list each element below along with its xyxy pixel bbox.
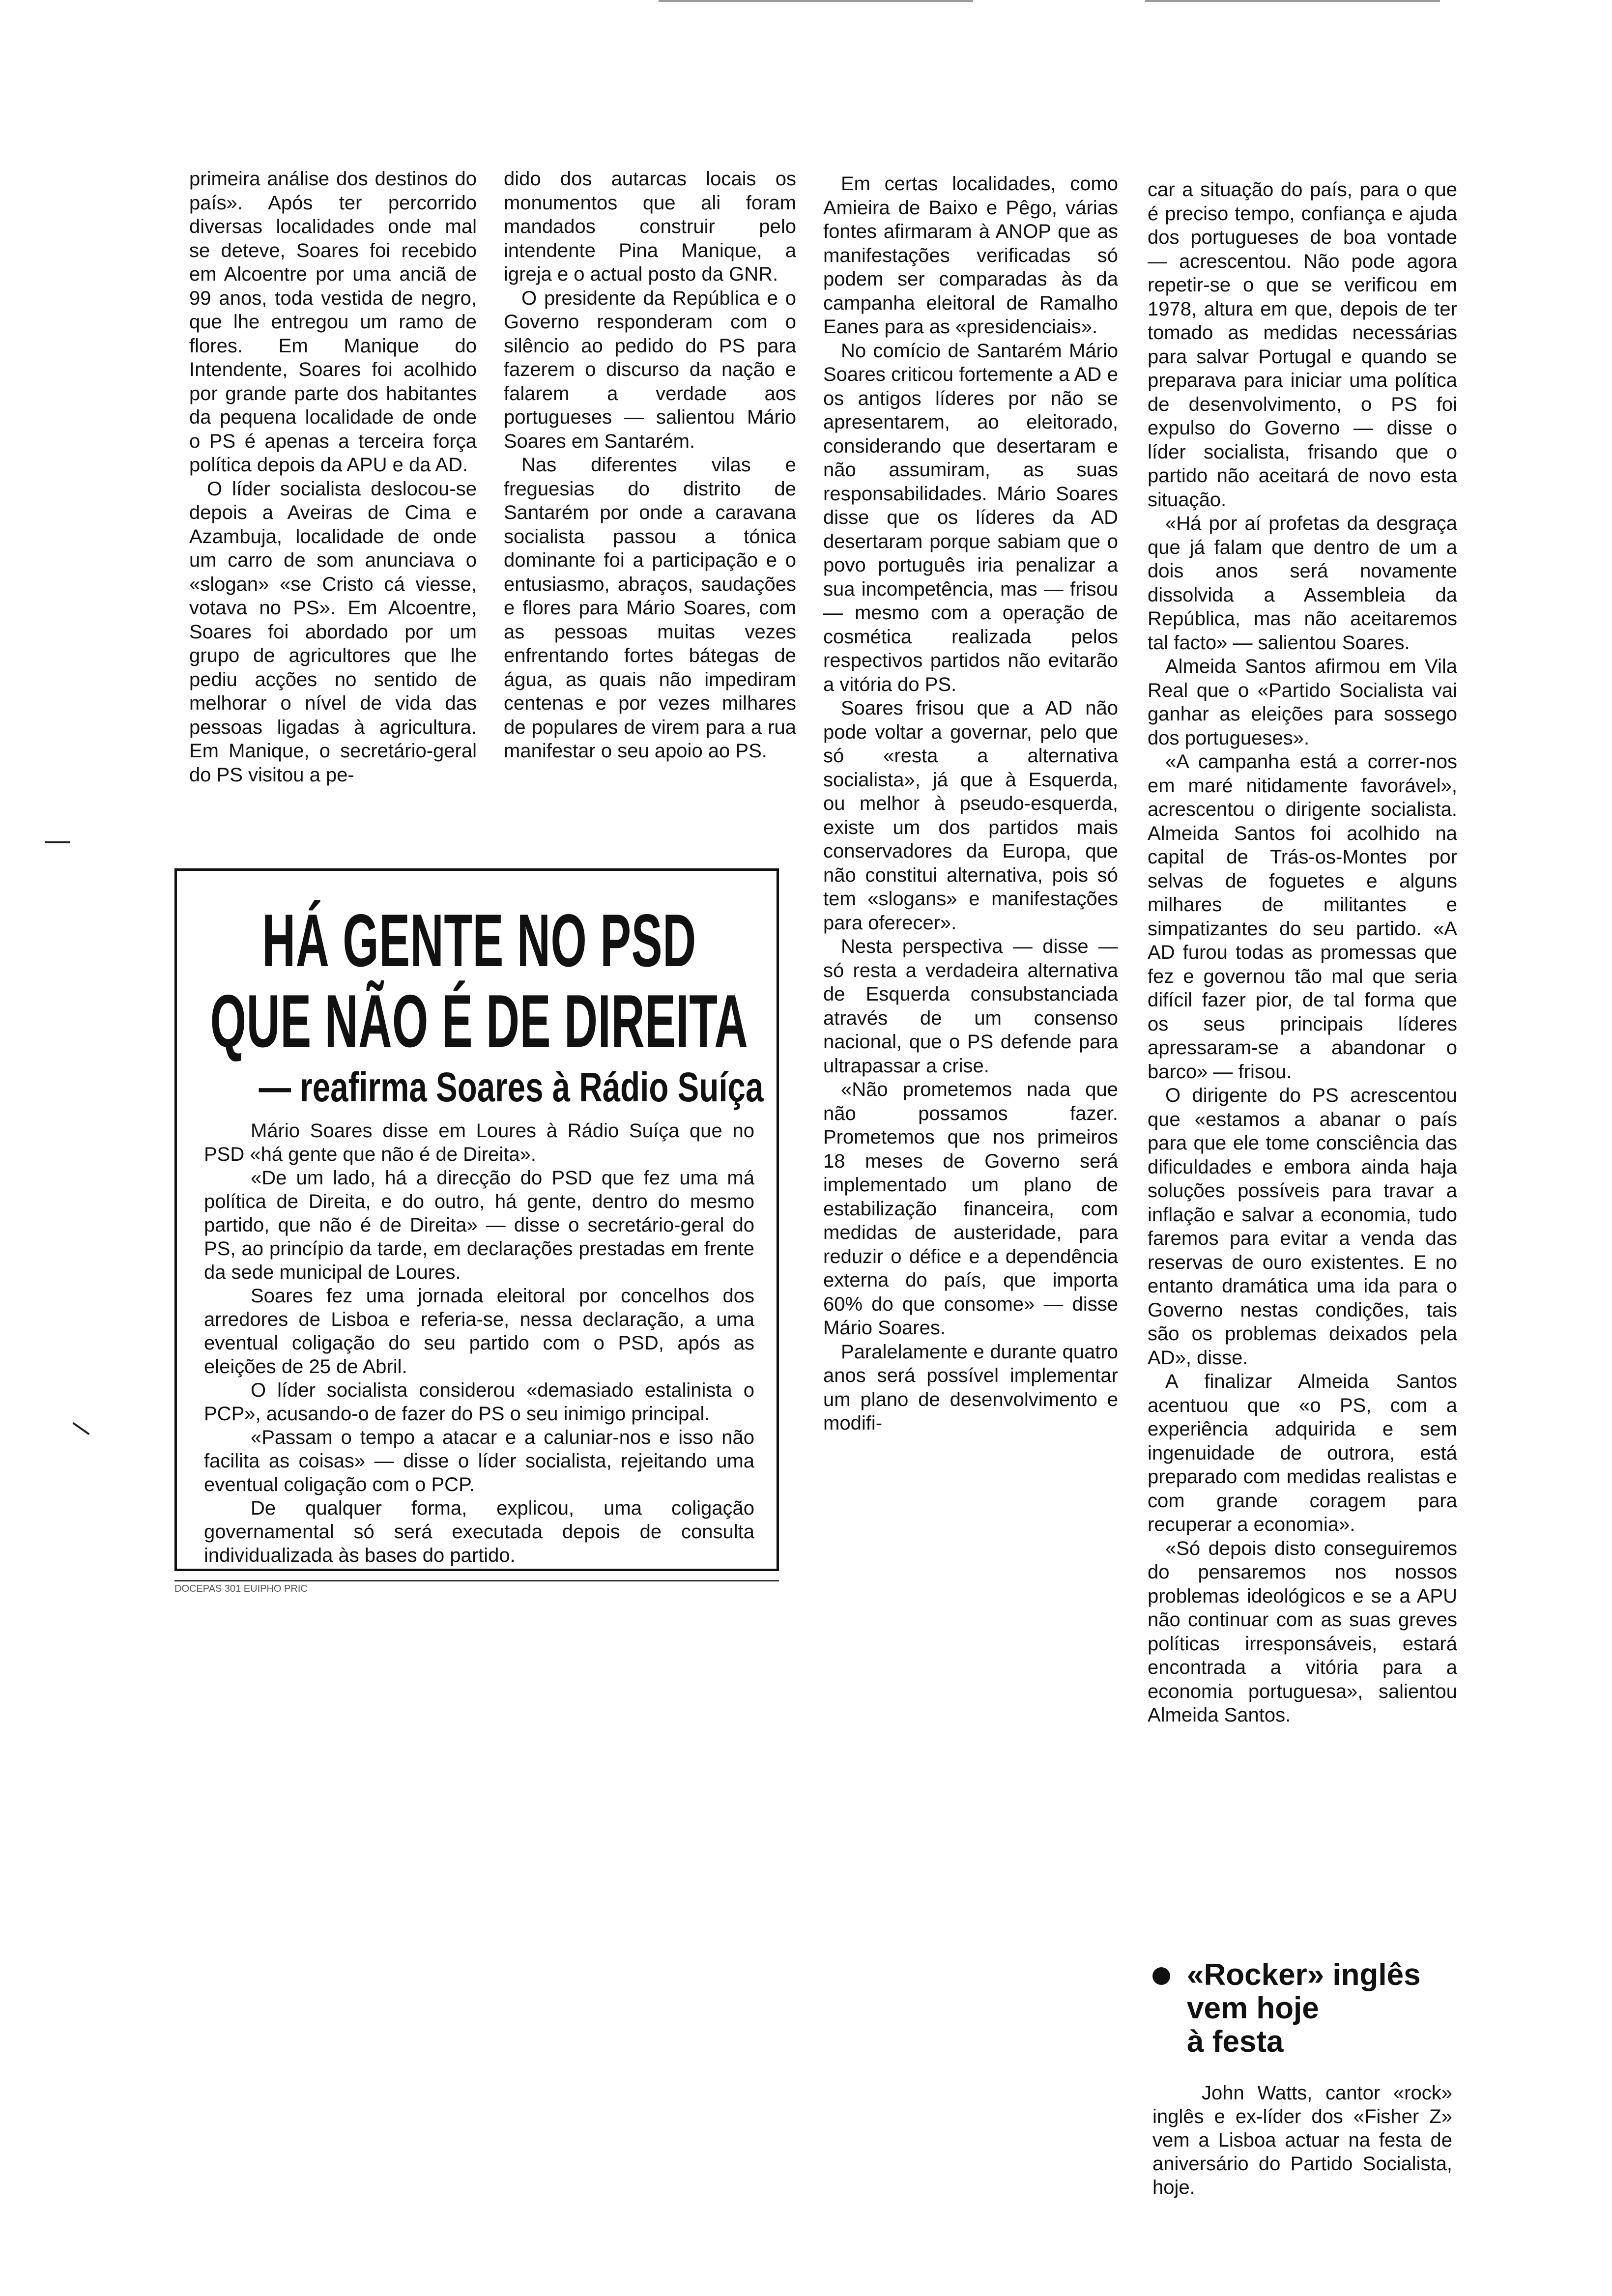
boxed-subheadline: — reafirma Soares à Rádio Suíça <box>259 1064 764 1110</box>
scan-mark <box>45 841 70 843</box>
paragraph: Soares frisou que a AD não pode voltar a governar, pelo que só «resta a alternativa socialista», já que à Esquerda, ou melhor à pseudo-esquerda, existe um dos partidos mais conservadores da Europa, que não constitui alternativa, pois só tem «slogans» e manifestações para oferecer». <box>823 697 1118 934</box>
paragraph: O dirigente do PS acrescentou que «estamos a abanar o país para que ele tome consciência das dificuldades e embora ainda haja soluções possíveis para travar a inflação e salvar a economia, tudo faremos para evitar a venda das reservas de ouro existentes. E no entanto dramática uma ida para o Governo nestas condições, tais são os problemas deixados pela AD», disse. <box>1148 1085 1457 1369</box>
paragraph: De qualquer forma, explicou, uma coligação governamental só será executada depois de consulta individualizada às bases do partido. <box>204 1497 754 1566</box>
boxed-body <box>204 1119 754 1567</box>
article-column-1 <box>189 167 477 787</box>
paragraph: Em certas localidades, como Amieira de Baixo e Pêgo, várias fontes afirmaram à ANOP que as manifestações verificadas só podem ser comparadas às da campanha eleitoral de Ramalho Eanes para as «presidenciais». <box>823 173 1118 338</box>
article-column-4 <box>1148 178 1457 1727</box>
headline-line: HÁ GENTE NO PSD <box>262 899 696 982</box>
paragraph: car a situação do país, para o que é preciso tempo, confiança e ajuda dos portugueses de boa vontade — acrescentou. Não pode agora repetir-se o que se verificou em 1978, altura em que, depois de ter tomado as medidas necessárias para salvar Portugal e quando se preparava para iniciar uma política de desenvolvimento, o PS foi expulso do Governo — disse o líder socialista, frisando que o partido não aceitará de novo esta situação. <box>1148 179 1457 511</box>
paragraph: O presidente da República e o Governo responderam com o silêncio ao pedido do PS para fazerem o discurso da nação e falarem a verdade aos portugueses — salientou Mário Soares em Santarém. <box>504 287 796 452</box>
scan-edge-line <box>659 0 973 2</box>
scan-edge-line <box>1145 0 1440 2</box>
headline-line: «Rocker» inglês <box>1187 1958 1421 1992</box>
paragraph: No comício de Santarém Mário Soares criticou fortemente a AD e os antigos líderes por não se apresentarem, ao eleitorado, considerando que desertaram e não assumiram, as suas responsabilidades. Mário Soares disse que os líderes da AD desertaram porque sabiam que o povo português iria penalizar a sua incompetência, mas — frisou — mesmo com a operação de cosmética realizada pelos respectivos partidos não evitarão a vitória do PS. <box>823 340 1118 695</box>
paragraph: A finalizar Almeida Santos acentuou que «o PS, com a experiência adquirida e sem ingenuidade de outrora, está preparado com medidas realistas e com grande coragem para recuperar a economia». <box>1148 1371 1457 1535</box>
paragraph: «Não prometemos nada que não possamos fazer. Prometemos que nos primeiros 18 meses de Governo será implementado um plano de estabilização financeira, com medidas de austeridade, para reduzir o défice e a dependência externa do país, que importa 60% do que consome» — disse Mário Soares. <box>823 1079 1118 1339</box>
paragraph: «Só depois disto conseguiremos do pensaremos nos nossos problemas ideológicos e se a APU não continuar com as suas greves políticas irresponsáveis, estará encontrada a vitória para a economia portuguesa», salientou Almeida Santos. <box>1148 1537 1457 1726</box>
cut-off-caption: DOCEPAS 301 EUIPHO PRIC <box>174 1580 779 1595</box>
paragraph: Nesta perspectiva — disse — só resta a verdadeira alternativa de Esquerda consubstanciada através de um consenso nacional, que o PS defende para ultrapassar a crise. <box>823 936 1118 1077</box>
paragraph: primeira análise dos destinos do país». Após ter percorrido diversas localidades onde mal se deteve, Soares foi recebido em Alcoentre por uma anciã de 99 anos, toda vestida de negro, que lhe entregou um ramo de flores. Em Manique do Intendente, Soares foi acolhido por grande parte dos habitantes da pequena localidade de onde o PS é apenas a terceira força política depois da APU e da AD. <box>189 168 477 476</box>
paragraph: O líder socialista deslocou-se depois a Aveiras de Cima e Azambuja, localidade de onde um carro de som anunciava o «slogan» «se Cristo cá viesse, votava no PS». Em Alcoentre, Soares foi abordado por um grupo de agricultores que lhe pediu acções no sentido de melhorar o nível de vida das pessoas ligadas à agricultura. Em Manique, o secretário-geral do PS visitou a pe- <box>189 478 477 786</box>
paragraph: O líder socialista considerou «demasiado estalinista o PCP», acusando-o de fazer do PS o seu inimigo principal. <box>204 1379 754 1425</box>
paragraph: «De um lado, há a direcção do PSD que fez uma má política de Direita, e do outro, há gente, dentro do mesmo partido, que não é de Direita» — disse o secretário-geral do PS, ao princípio da tarde, em declarações prestadas em frente da sede municipal de Loures. <box>204 1167 754 1283</box>
paragraph: dido dos autarcas locais os monumentos que ali foram mandados construir pelo intendente Pina Manique, a igreja e o actual posto da GNR. <box>504 168 796 285</box>
article-column-3 <box>823 172 1118 1435</box>
bullet-icon <box>1152 1967 1170 1985</box>
paragraph: Mário Soares disse em Loures à Rádio Suíça que no PSD «há gente que não é de Direita». <box>204 1120 754 1165</box>
paragraph: Soares fez uma jornada eleitoral por concelhos dos arredores de Lisboa e referia-se, nessa declaração, a uma eventual coligação do seu partido com o PSD, após as eleições de 25 de Abril. <box>204 1285 754 1378</box>
rocker-body <box>1152 2081 1452 2199</box>
article-column-2 <box>504 167 796 763</box>
headline-line: à festa <box>1187 2025 1284 2059</box>
scan-mark <box>72 1422 89 1435</box>
headline-line: QUE NÃO É DE DIREITA <box>210 979 748 1063</box>
paragraph: Paralelamente e durante quatro anos será possível implementar um plano de desenvolvimento e modifi- <box>823 1341 1118 1434</box>
paragraph: Nas diferentes vilas e freguesias do distrito de Santarém por onde a caravana socialista passou a tónica dominante foi a participação e o entusiasmo, abraços, saudações e flores para Mário Soares, com as pessoas muitas vezes enfrentando fortes bátegas de água, as quais não impediram centenas e por vezes milhares de populares de virem para a rua manifestar o seu apoio ao PS. <box>504 454 796 762</box>
paragraph: «Há por aí profetas da desgraça que já falam que dentro de um a dois anos será novamente dissolvida a Assembleia da República, mas não aceitaremos tal facto» — salientou Soares. <box>1148 513 1457 654</box>
paragraph: John Watts, cantor «rock» inglês e ex-líder dos «Fisher Z» vem a Lisboa actuar na festa de aniversário do Partido Socialista, hoje. <box>1152 2082 1452 2198</box>
paragraph: Almeida Santos afirmou em Vila Real que o «Partido Socialista vai ganhar as eleições para sossego dos portugueses». <box>1148 656 1457 749</box>
paragraph: «A campanha está a correr-nos em maré nitidamente favorável», acrescentou o dirigente socialista. Almeida Santos foi acolhido na capital de Trás-os-Montes por selvas de foguetes e alguns milhares de militantes e simpatizantes do seu partido. «A AD furou todas as promessas que fez e governou tão mal que seria difícil fazer pior, de tal forma que os seus principais líderes apressaram-se a abandonar o barco» — frisou. <box>1148 751 1457 1083</box>
headline-line: vem hoje <box>1187 1991 1319 2025</box>
rocker-headline <box>1152 1958 1477 2059</box>
boxed-headline <box>210 899 748 1063</box>
paragraph: «Passam o tempo a atacar e a caluniar-nos e isso não facilita as coisas» — disse o líder socialista, rejeitando uma eventual coligação com o PCP. <box>204 1427 754 1495</box>
boxed-article <box>174 868 779 1571</box>
